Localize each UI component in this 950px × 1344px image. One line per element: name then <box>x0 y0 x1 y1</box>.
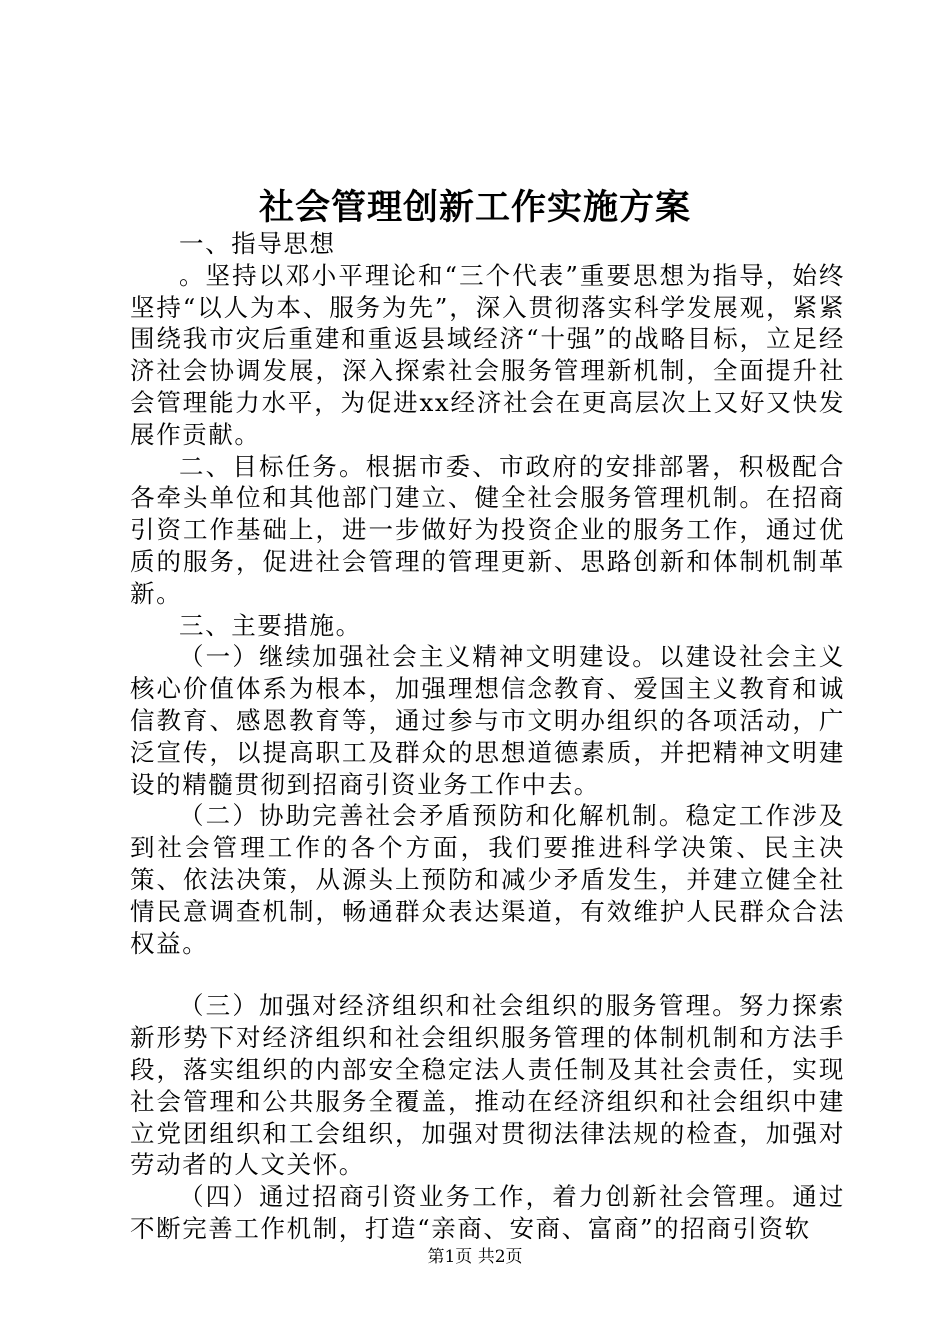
paragraph: 。坚持以邓小平理论和“三个代表”重要思想为指导，始终坚持“以人为本、服务为先”，深入贯彻落实科学发展观，紧紧围绕我市灾后重建和重返县域经济“十强”的战略目标，立足经济社会协调发展，深入探索社会服务管理新机制，全面提升社会管理能力水平，为促进xx经济社会在更高层次上又好又快发展作贡献。 <box>130 260 845 449</box>
paragraph: （三）加强对经济组织和社会组织的服务管理。努力探索新形势下对经济组织和社会组织服务管理的体制机制和方法手段，落实组织的内部安全稳定法人责任制及其社会责任，实现社会管理和公共服务全覆盖，推动在经济组织和社会组织中建立党团组织和工会组织，加强对贯彻法律法规的检查，加强对劳动者的人文关怀。 <box>130 991 845 1180</box>
paragraph: 一、指导思想 <box>179 229 336 258</box>
paragraph: （二）协助完善社会矛盾预防和化解机制。稳定工作涉及到社会管理工作的各个方面，我们要推进科学决策、民主决策、依法决策，从源头上预防和减少矛盾发生，并建立健全社情民意调查机制，畅通群众表达渠道，有效维护人民群众合法权益。 <box>130 801 845 958</box>
page-footer: 第1页 共2页 <box>427 1247 523 1267</box>
paragraph: （一）继续加强社会主义精神文明建设。以建设社会主义核心价值体系为根本，加强理想信念教育、爱国主义教育和诚信教育、感恩教育等，通过参与市文明办组织的各项活动，广泛宣传，以提高职工及群众的思想道德素质，并把精神文明建设的精髓贯彻到招商引资业务工作中去。 <box>130 642 845 799</box>
document-title: 社会管理创新工作实施方案 <box>258 187 691 228</box>
paragraph: 三、主要措施。 <box>179 610 362 640</box>
paragraph: （四）通过招商引资业务工作，着力创新社会管理。通过不断完善工作机制，打造“亲商、安商、富商”的招商引资软 <box>130 1182 845 1243</box>
paragraph: 二、目标任务。根据市委、市政府的安排部署，积极配合各牵头单位和其他部门建立、健全社会服务管理机制。在招商引资工作基础上，进一步做好为投资企业的服务工作，通过优质的服务，促进社会管理的管理更新、思路创新和体制机制革新。 <box>130 451 845 608</box>
document-body <box>130 228 845 1245</box>
